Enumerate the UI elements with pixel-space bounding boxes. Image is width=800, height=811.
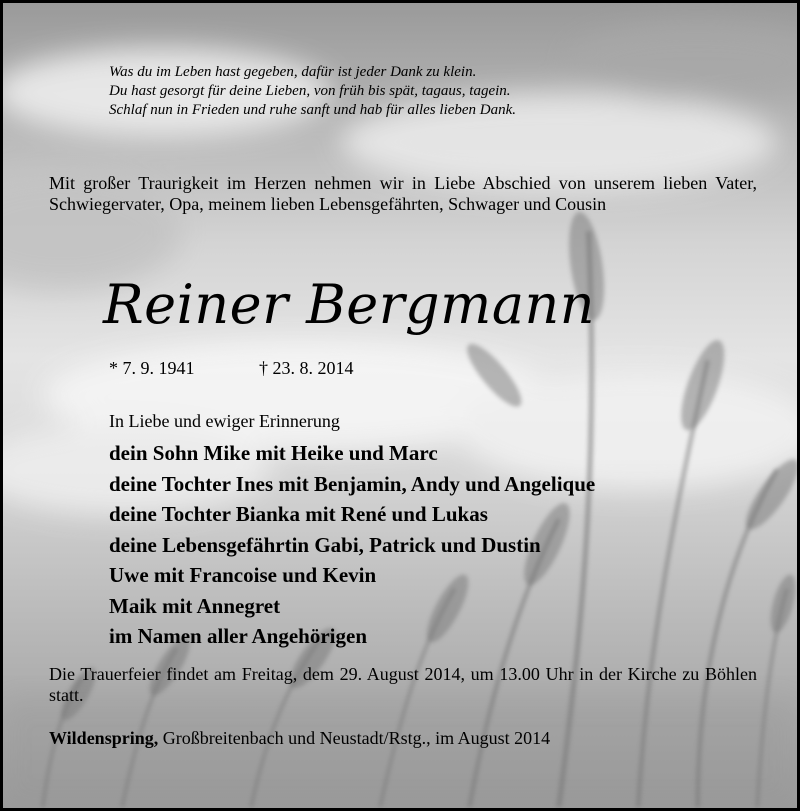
poem-line: Du hast gesorgt für deine Lieben, von früh bis spät, tagaus, tagein. <box>109 83 511 99</box>
mourner-line: im Namen aller Angehörigen <box>109 624 368 648</box>
deceased-name: Reiner Bergmann <box>103 273 596 336</box>
poem-line: Schlaf nun in Frieden und ruhe sanft und hab für alles lieben Dank. <box>109 102 517 118</box>
birth-date: * 7. 9. 1941 <box>109 358 195 378</box>
mourner-line: dein Sohn Mike mit Heike und Marc <box>109 441 438 465</box>
funeral-info: Die Trauerfeier findet am Freitag, dem 29. August 2014, um 13.00 Uhr in der Kirche zu Böhlen statt. <box>49 664 757 705</box>
place-and-date <box>49 728 550 749</box>
place-rest: Großbreitenbach und Neustadt/Rstg., im August 2014 <box>158 728 551 748</box>
mourner-line: deine Lebensgefährtin Gabi, Patrick und Dustin <box>109 532 541 557</box>
memory-line: In Liebe und ewiger Erinnerung <box>109 411 340 431</box>
mourner-line: Uwe mit Francoise und Kevin <box>109 563 377 587</box>
mourners-list <box>109 438 595 652</box>
death-date: † 23. 8. 2014 <box>259 358 354 378</box>
place-bold: Wildenspring, <box>49 728 159 748</box>
mourner-line: deine Tochter Bianka mit René und Lukas <box>109 502 488 526</box>
poem-line: Was du im Leben hast gegeben, dafür ist jeder Dank zu klein. <box>109 64 477 80</box>
poem <box>109 63 516 120</box>
intro-text: Mit großer Traurigkeit im Herzen nehmen wir in Liebe Abschied von unserem lieben Vater, Schwiegervater, Opa, meinem lieben Lebensgefährten, Schwager und Cousin <box>49 173 757 214</box>
life-dates <box>109 358 354 379</box>
mourner-line: Maik mit Annegret <box>109 593 281 618</box>
mourner-line: deine Tochter Ines mit Benjamin, Andy und Angelique <box>109 471 596 496</box>
